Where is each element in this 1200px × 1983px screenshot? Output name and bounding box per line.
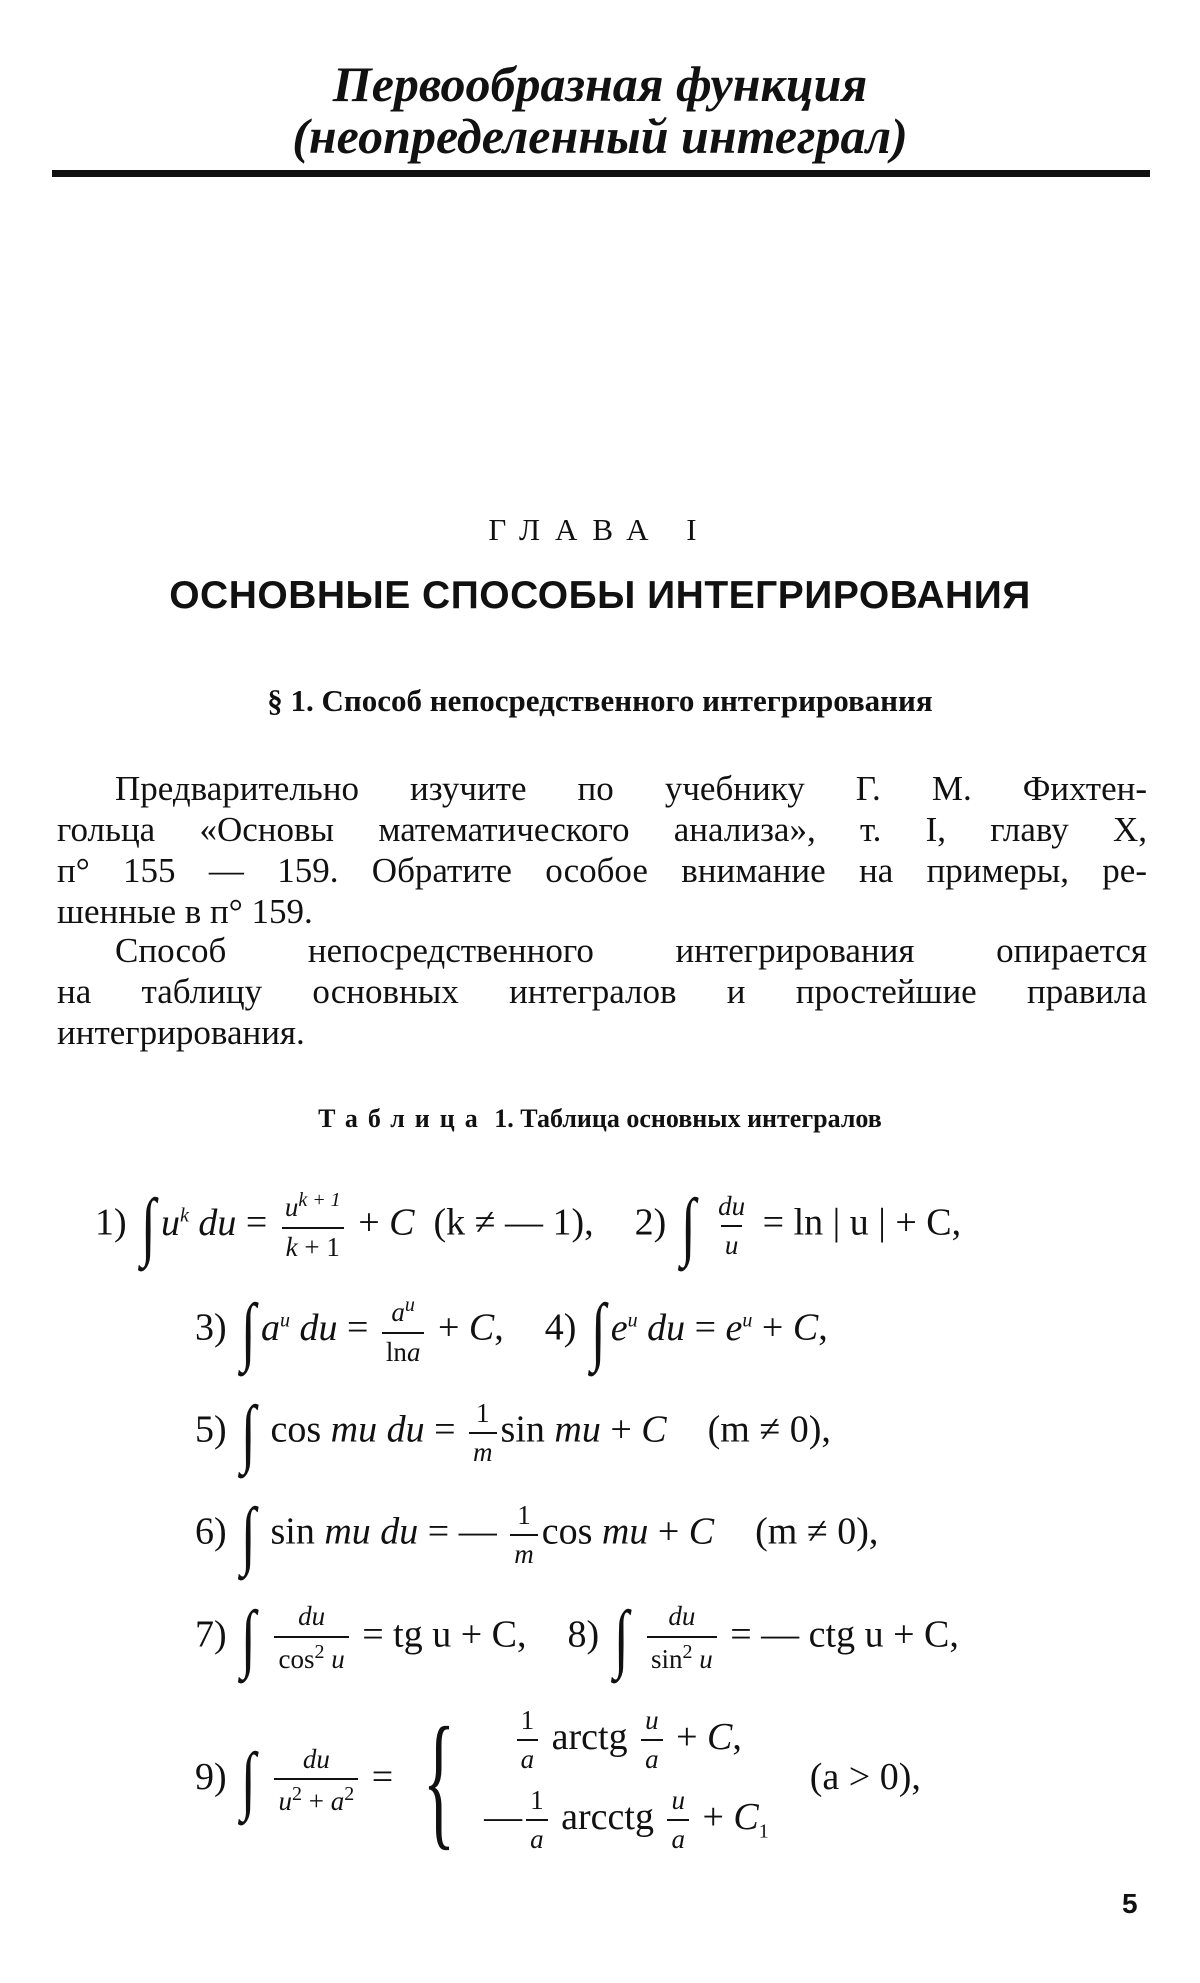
integral-sign: ∫ xyxy=(680,1184,696,1268)
integral-sign: ∫ xyxy=(590,1289,606,1373)
formula-row-3-4: 3) ∫ $a^u$ du = $\frac{a^u}{\ln a}$ + C, 4) ∫ $e^u$ du = $e^u + C$, xyxy=(195,1289,828,1373)
formula-rhs: = — ctg u + C, xyxy=(730,1613,959,1656)
integral-sign: ∫ xyxy=(613,1596,629,1680)
chapter-label: ГЛАВА I xyxy=(488,512,712,547)
paragraph-method xyxy=(57,930,1147,1053)
integral-sign: ∫ xyxy=(241,1596,257,1680)
fraction: $\frac{1}{m}$ xyxy=(510,1500,538,1570)
formula-label: 7) xyxy=(195,1613,227,1656)
left-brace: { xyxy=(422,1697,455,1864)
fraction: $\frac{u}{a}$ xyxy=(667,1785,689,1855)
formula-condition: (m ≠ 0), xyxy=(707,1408,831,1451)
paragraph-line: интегрирования. xyxy=(57,1013,305,1052)
integral-sign: ∫ xyxy=(241,1289,257,1373)
formula-label: 9) xyxy=(195,1755,227,1798)
formula-label: 8) xyxy=(567,1613,600,1656)
table-caption-text: 1. Таблица основных интегралов xyxy=(494,1104,882,1133)
fraction: $\frac{1}{a}$ xyxy=(526,1785,548,1855)
paragraph-line: гольца «Основы математического анализа», т. I, главу X, xyxy=(57,810,1147,849)
formula-label: 5) xyxy=(195,1408,227,1451)
formula-condition: (a > 0), xyxy=(809,1755,921,1798)
case-1-function: arctg xyxy=(551,1715,628,1758)
running-header xyxy=(0,58,1200,162)
fraction: $\frac{du}{\cos^2 u}$ xyxy=(274,1601,348,1674)
integral-sign: ∫ xyxy=(241,1493,257,1577)
header-title-line2: (неопределенный интеграл) xyxy=(292,108,908,164)
table-caption-word: Таблица xyxy=(318,1104,488,1133)
chapter-title: ОСНОВНЫЕ СПОСОБЫ ИНТЕГРИРОВАНИЯ xyxy=(169,574,1031,617)
formula-rhs: = tg u + C, xyxy=(362,1613,527,1656)
formula-row-7-8 xyxy=(195,1596,959,1680)
integral-sign: ∫ xyxy=(241,1391,257,1475)
formula-label: 3) xyxy=(195,1306,227,1349)
formula-label: 4) xyxy=(544,1306,577,1349)
paragraph-line: Способ непосредственного интегрирования опирается xyxy=(115,931,1147,970)
formula-rhs: = ln | u | + C, xyxy=(762,1201,962,1244)
paragraph-line: на таблицу основных интегралов и простейшие правила xyxy=(57,972,1147,1011)
formula-row-1-2: 1) ∫ $u^k$ du = $\frac{u^{k + 1}}{k + 1}$ + C (k ≠ — 1), 2) ∫ $\frac{du}{u}$ = ln | u | + C, xyxy=(95,1184,962,1268)
formula-label: 2) xyxy=(634,1201,667,1244)
formula-label: 6) xyxy=(195,1510,227,1553)
fraction: $\frac{a^u}{\ln a}$ xyxy=(382,1294,425,1367)
fraction: $\frac{du}{u}$ xyxy=(718,1190,746,1260)
fraction: $\frac{du}{\sin^2 u}$ xyxy=(647,1601,717,1674)
formula-label: 1) xyxy=(95,1201,127,1244)
paragraph-line: п° 155 — 159. Обратите особое внимание на примеры, ре- xyxy=(57,851,1147,890)
paragraph-intro xyxy=(57,768,1147,932)
integral-sign: ∫ xyxy=(141,1184,157,1268)
table-caption xyxy=(0,1104,1200,1134)
formula-condition: (m ≠ 0), xyxy=(755,1510,879,1553)
case-1: $\frac{1}{a}$ arctg $\frac{u}{a}$ + C, xyxy=(484,1705,769,1775)
formula-condition: (k ≠ — 1), xyxy=(433,1201,594,1244)
case-2: — $\frac{1}{a}$ arcctg $\frac{u}{a}$ + $C_1$ xyxy=(484,1785,769,1855)
fraction: $\frac{u}{a}$ xyxy=(641,1705,663,1775)
fraction: $\frac{1}{m}$ xyxy=(469,1398,497,1468)
fraction: $\frac{u^{k + 1}}{k + 1}$ xyxy=(281,1189,345,1262)
formula-row-5: 5) ∫ cos mu du = $\frac{1}{m}$ sin mu + C (m ≠ 0), xyxy=(195,1391,831,1475)
fraction: $\frac{du}{u^2 + a^2}$ xyxy=(274,1744,358,1817)
header-rule xyxy=(52,170,1150,177)
paragraph-line: Предварительно изучите по учебнику Г. М. Фихтен- xyxy=(115,769,1147,808)
page-number: 5 xyxy=(1122,1888,1138,1919)
fraction: $\frac{1}{a}$ xyxy=(517,1705,539,1775)
formula-row-6: 6) ∫ sin mu du = — $\frac{1}{m}$ cos mu + C (m ≠ 0), xyxy=(195,1493,879,1577)
header-title-line1: Первообразная функция xyxy=(332,56,868,112)
integral-sign: ∫ xyxy=(241,1738,257,1823)
formula-row-9: 9) ∫ $\frac{du}{u^2 + a^2}$ = { $\frac{1}{a}$ arctg $\frac{u}{a}$ + C, — $\frac{1}{a}$ arcctg $\frac{u}{a}$ + $C_1$ (a > 0), xyxy=(195,1697,921,1864)
section-title: § 1. Способ непосредственного интегрирования xyxy=(267,683,933,718)
piecewise-cases xyxy=(484,1705,769,1855)
paragraph-line: шенные в п° 159. xyxy=(57,892,313,931)
case-2-function: arcctg xyxy=(561,1795,654,1838)
